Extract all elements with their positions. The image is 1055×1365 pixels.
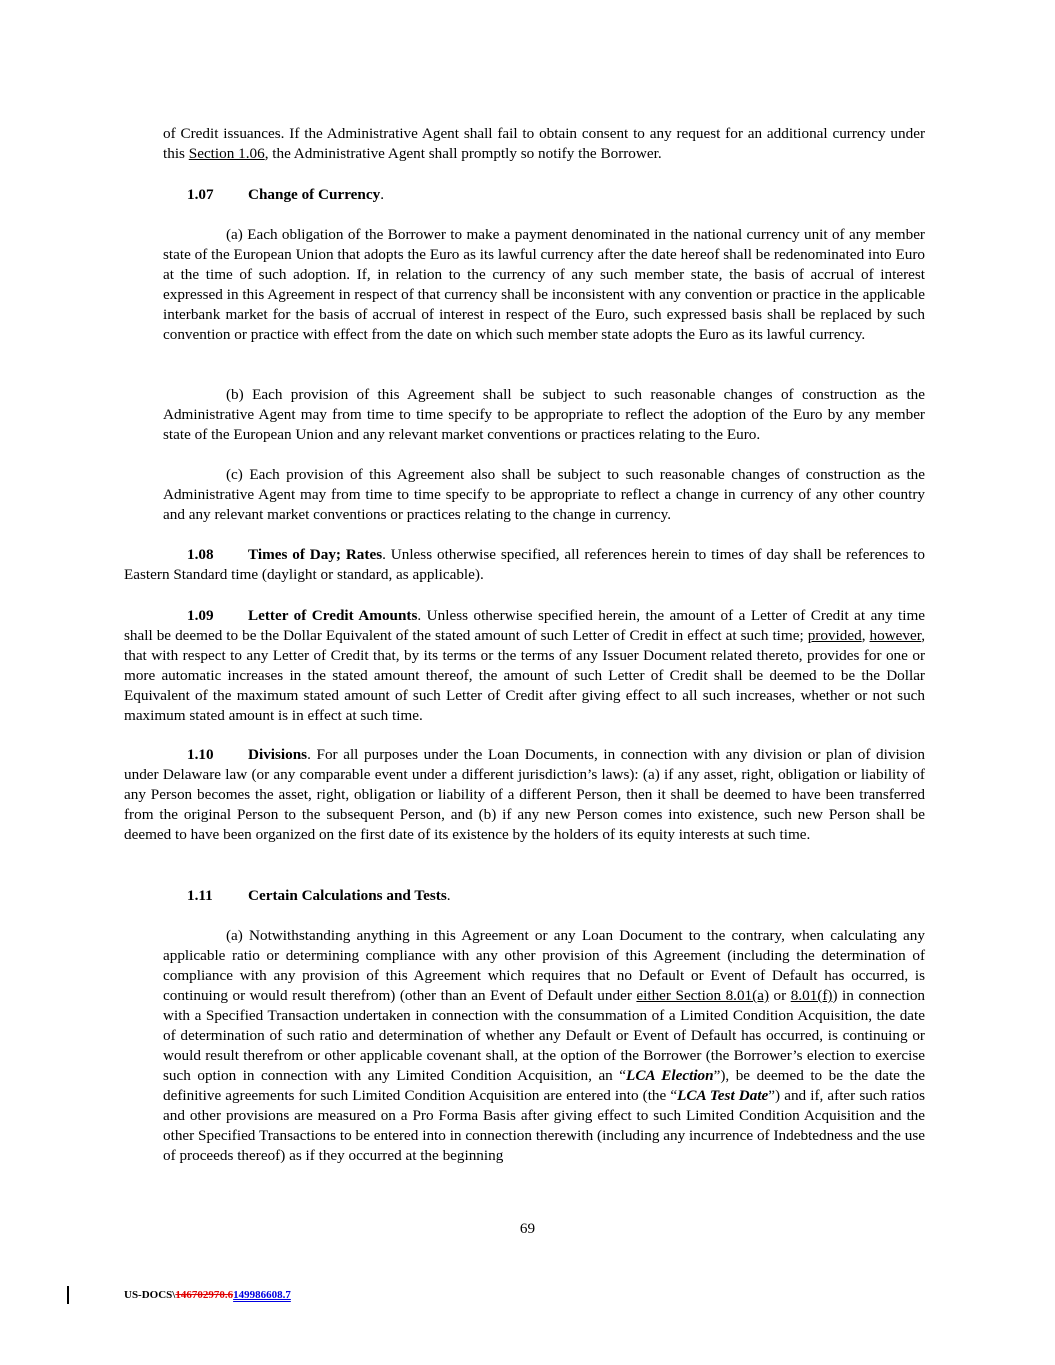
connector-text: or	[769, 987, 791, 1004]
paragraph-text: (a) Notwithstanding anything in this Agreement or any Loan Document to the contrary, when calculating any applicable ratio or determining compliance with any other provision of this Agreement (including the determination of compliance with any provision of this Agreement which requires that no Default or Event of Default has occurred, is continuing or would result therefrom) (other than an Event of Default under	[163, 927, 925, 1004]
section-1-08-paragraph	[124, 545, 925, 585]
section-1-07-a-paragraph	[163, 225, 925, 345]
section-title: Times of Day; Rates	[248, 546, 383, 563]
deleted-document-id: 146702970.6	[175, 1289, 234, 1301]
section-reference: 8.01(f)	[790, 987, 833, 1004]
section-title: Letter of Credit Amounts	[248, 607, 418, 624]
section-title: Certain Calculations and Tests	[248, 887, 447, 904]
section-number: 1.08	[187, 546, 214, 563]
section-1-07-c-paragraph	[163, 465, 925, 525]
section-1-07-heading	[187, 185, 384, 205]
continuation-text: of Credit issuances. If the Administrative Agent shall fail to obtain consent to any request for an additional currency under this	[163, 125, 925, 162]
section-1-09-paragraph	[124, 606, 925, 726]
paragraph-text-end: ”) and if, after such ratios and other provisions are measured on a Pro Forma Basis after giving effect to such Limited Condition Acquisition and the other Specified Transactions to be entered into in connection therewith (including any incurrence of Indebtedness and the use of proceeds thereof) as if they occurred at the beginning	[163, 1087, 926, 1164]
paragraph-text: ) in connection with a Specified Transaction undertaken in connection with the consummation of a Limited Condition Acquisition, the date of determination of such ratio and determination of whether any Default or Event of Default has occurred, is continuing or would result therefrom or other applicable covenant shall, at the option of the Borrower (the Borrower’s election to exercise such option in connection with any Limited Condition Acquisition, an “	[163, 987, 926, 1084]
section-title-period: .	[380, 186, 384, 203]
continuation-text-end: , the Administrative Agent shall promptly so notify the Borrower.	[264, 145, 662, 162]
paragraph-text: (b) Each provision of this Agreement shall be subject to such reasonable changes of construction as the Administrative Agent may from time to time specify to be appropriate to reflect the adoption of the Euro by any member state of the European Union and any relevant market conventions or practices relating to the Euro.	[163, 386, 925, 443]
paragraph-text: (c) Each provision of this Agreement also shall be subject to such reasonable changes of construction as the Administrative Agent may from time to time specify to be appropriate to reflect a change in currency of any other country and any relevant market conventions or practices relating to the change in currency.	[163, 466, 925, 523]
document-id-footer	[124, 1288, 291, 1302]
section-1-10-paragraph	[124, 745, 925, 845]
defined-term-lca-test-date: LCA Test Date	[677, 1087, 769, 1104]
page-number: 69	[519, 1220, 536, 1237]
section-reference: Section 1.06	[188, 145, 265, 162]
section-number: 1.07	[187, 186, 214, 203]
document-id-prefix: US-DOCS\	[124, 1289, 176, 1301]
underlined-term-provided: provided	[807, 627, 862, 644]
paragraph-text: ”), be deemed to be the date the definitive agreements for such Limited Condition Acquisition are entered into (the “	[163, 1067, 925, 1104]
paragraph-text-end: , that with respect to any Letter of Credit that, by its terms or the terms of any Issuer Document related thereto, provides for one or more automatic increases in the stated amount thereof, the amount of such Letter of Credit shall be deemed to be the Dollar Equivalent of the maximum stated amount of such Letter of Credit after giving effect to all such increases, whether or not such maximum stated amount is in effect at such time.	[124, 627, 925, 724]
section-title: Change of Currency	[248, 186, 381, 203]
change-bar	[67, 1286, 69, 1304]
section-number: 1.09	[187, 607, 214, 624]
defined-term-lca-election: LCA Election	[626, 1067, 714, 1084]
continuation-paragraph	[163, 124, 925, 164]
section-number: 1.11	[187, 887, 213, 904]
paragraph-text: . For all purposes under the Loan Documents, in connection with any division or plan of division under Delaware law (or any comparable event under a different jurisdiction’s laws): (a) if any asset, right, obligation or liability of any Person becomes the asset, right, obligation or liability of a different Person, then it shall be deemed to have been transferred from the original Person to the subsequent Person, and (b) if any new Person comes into existence, such new Person shall be deemed to have been organized on the first date of its existence by the holders of its equity interests at such time.	[124, 746, 925, 843]
section-1-11-heading	[187, 886, 451, 906]
section-reference: either Section 8.01(a)	[636, 987, 770, 1004]
inserted-document-id: 149986608.7	[233, 1289, 291, 1301]
paragraph-text: (a) Each obligation of the Borrower to make a payment denominated in the national currency unit of any member state of the European Union that adopts the Euro as its lawful currency after the date hereof shall be redenominated into Euro at the time of such adoption. If, in relation to the currency of any such member state, the basis of accrual of interest expressed in this Agreement in respect of that currency shall be inconsistent with any convention or practice in the applicable interbank market for the basis of accrual of interest in respect of the Euro, such expressed basis shall be replaced by such convention or practice with effect from the date on which such member state adopts the Euro as its lawful currency.	[163, 226, 925, 343]
separator: ,	[861, 627, 870, 644]
section-title-period: .	[446, 887, 451, 904]
paragraph-text: . Unless otherwise specified, all references herein to times of day shall be references to Eastern Standard time (daylight or standard, as applicable).	[124, 546, 925, 583]
paragraph-text: . Unless otherwise specified herein, the amount of a Letter of Credit at any time shall be deemed to be the Dollar Equivalent of the stated amount of such Letter of Credit in effect at such time;	[124, 607, 926, 644]
underlined-term-however: however	[869, 627, 922, 644]
section-title: Divisions	[248, 746, 308, 763]
section-1-07-b-paragraph	[163, 385, 925, 445]
section-number: 1.10	[187, 746, 214, 763]
section-1-11-a-paragraph	[163, 926, 925, 1166]
